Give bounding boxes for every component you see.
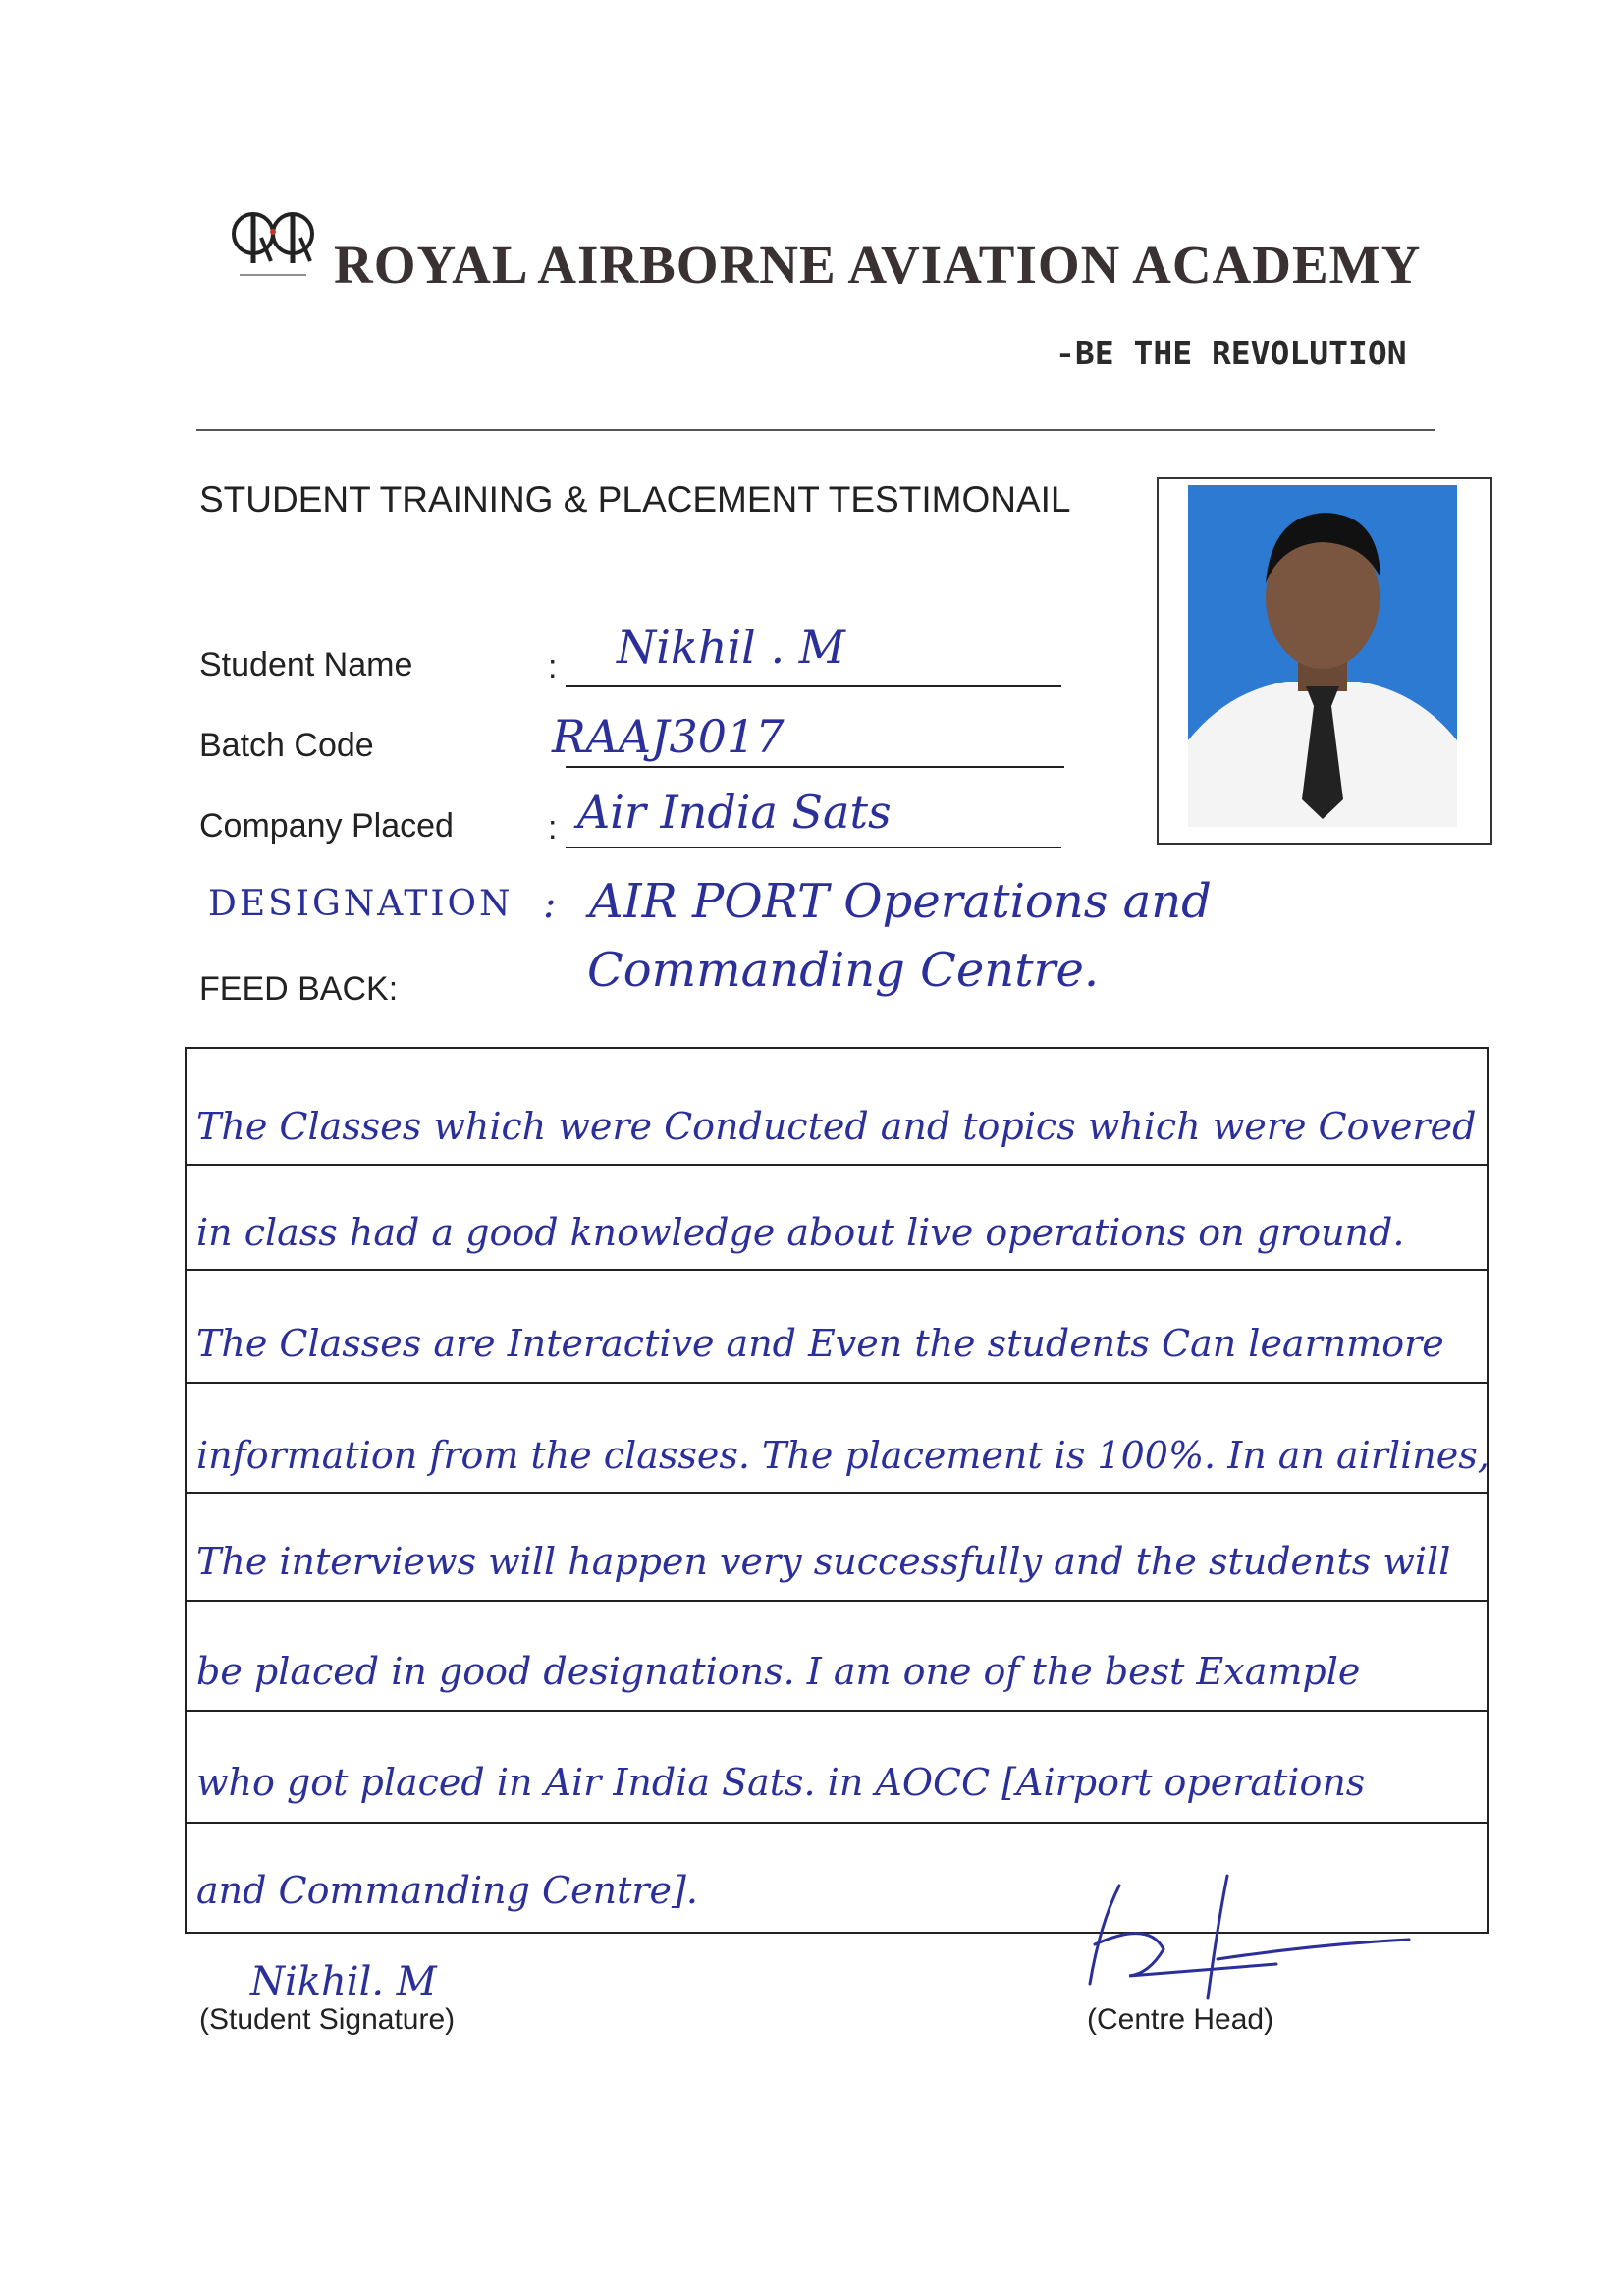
colon: :: [548, 809, 558, 847]
feedback-line: The Classes which were Conducted and topics which were Covered: [196, 1105, 1477, 1148]
batch-code-label: Batch Code: [199, 727, 374, 764]
feedback-line: in class had a good knowledge about live operations on ground.: [196, 1211, 1405, 1254]
feedback-line: who got placed in Air India Sats. in AOCC [Airport operations: [196, 1761, 1366, 1804]
feedback-rule: [187, 1710, 1487, 1712]
batch-code-underline: [566, 766, 1064, 768]
feedback-line: The interviews will happen very successfully and the students will: [196, 1540, 1451, 1583]
student-photo: [1157, 477, 1492, 845]
tagline: -BE THE REVOLUTION: [1056, 334, 1407, 372]
centre-head-label: (Centre Head): [1087, 2003, 1274, 2036]
colon: :: [548, 648, 558, 685]
feedback-line: The Classes are Interactive and Even the students Can learnmore: [196, 1322, 1444, 1365]
student-name-value: Nikhil . M: [617, 621, 845, 674]
feedback-line: and Commanding Centre].: [196, 1869, 698, 1912]
feedback-rule: [187, 1822, 1487, 1824]
company-placed-label: Company Placed: [199, 807, 454, 845]
feedback-label: FEED BACK:: [199, 970, 399, 1008]
feedback-rule: [187, 1269, 1487, 1271]
colon-handwritten: :: [543, 882, 557, 927]
form-title: STUDENT TRAINING & PLACEMENT TESTIMONAIL: [199, 479, 1071, 519]
feedback-box: [185, 1047, 1489, 1934]
feedback-rule: [187, 1382, 1487, 1384]
student-name-label: Student Name: [199, 646, 413, 683]
designation-value-line1: AIR PORT Operations and: [589, 874, 1212, 929]
feedback-line: information from the classes. The placement is 100%. In an airlines,: [196, 1434, 1489, 1477]
batch-code-value: RAAJ3017: [552, 710, 785, 763]
designation-value-line2: Commanding Centre.: [587, 943, 1100, 998]
feedback-line: be placed in good designations. I am one of the best Example: [196, 1650, 1361, 1693]
designation-label: DESIGNATION: [208, 884, 514, 924]
academy-name: ROYAL AIRBORNE AVIATION ACADEMY: [334, 235, 1422, 295]
feedback-rule: [187, 1492, 1487, 1494]
feedback-rule: [187, 1164, 1487, 1166]
academy-logo: [232, 202, 314, 285]
company-placed-underline: [566, 847, 1061, 848]
header-divider: [196, 429, 1435, 431]
student-signature-scribble: Nikhil. M: [250, 1959, 437, 2004]
centre-head-signature: [1041, 1866, 1414, 2013]
feedback-rule: [187, 1600, 1487, 1602]
company-placed-value: Air India Sats: [577, 786, 892, 839]
student-signature-label: (Student Signature): [199, 2003, 456, 2036]
student-name-underline: [566, 685, 1061, 687]
